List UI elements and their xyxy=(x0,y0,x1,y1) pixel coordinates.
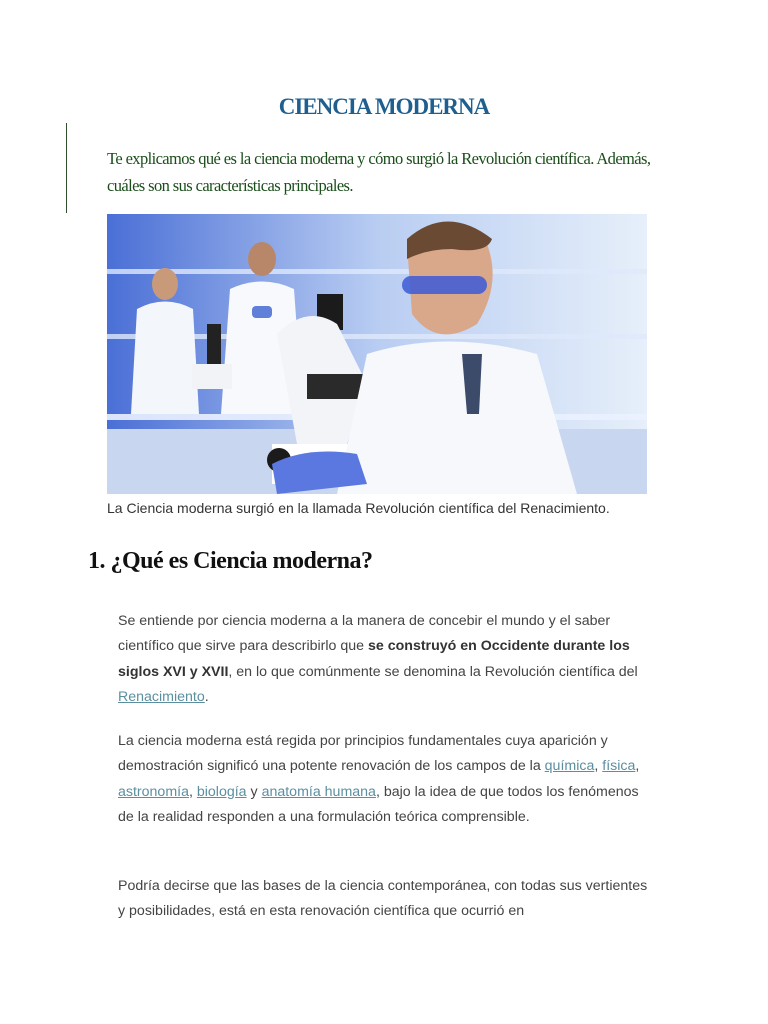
fisica-link[interactable]: física xyxy=(602,758,636,775)
biologia-link[interactable]: biología xyxy=(196,783,247,800)
p2-text-2: , bajo la idea de que todos los fenómenos de la realidad responden a una formulación teórica comprensible. xyxy=(118,783,639,825)
renacimiento-link[interactable]: Renacimiento xyxy=(118,688,205,705)
intro-accent-bar xyxy=(66,123,67,213)
anatomia-humana-link[interactable]: anatomía humana xyxy=(261,783,376,800)
page-title: CIENCIA MODERNA xyxy=(278,94,490,119)
p1-text-2: , en lo que comúnmente se denomina la Revolución científica del xyxy=(228,663,638,680)
paragraph-1 xyxy=(118,609,653,710)
p2-sep-2: , xyxy=(635,758,640,775)
p2-sep-4: y xyxy=(246,783,262,800)
p1-text-3: . xyxy=(204,688,209,705)
p2-text-1: La ciencia moderna está regida por principios fundamentales cuya aparición y demostración significó una potente renovación de los campos de la xyxy=(118,733,608,775)
astronomia-link[interactable]: astronomía xyxy=(118,783,189,800)
p2-sep-3: , xyxy=(188,783,197,800)
section-heading: 1. ¿Qué es Ciencia moderna? xyxy=(88,548,373,574)
paragraph-2 xyxy=(118,729,653,830)
intro-text: Te explicamos qué es la ciencia moderna y cómo surgió la Revolución científica. Además, cuáles son sus características principales. xyxy=(107,149,651,195)
lab-photo xyxy=(107,214,647,494)
p1-bold-text: se construyó en Occidente durante los siglos XVI y XVII xyxy=(118,638,630,680)
quimica-link[interactable]: química xyxy=(544,758,595,775)
paragraph-3: Podría decirse que las bases de la ciencia contemporánea, con todas sus vertientes y posibilidades, está en esta renovación científica que ocurrió en xyxy=(118,878,648,920)
image-caption: La Ciencia moderna surgió en la llamada Revolución científica del Renacimiento. xyxy=(107,500,610,516)
p2-sep-1: , xyxy=(594,758,603,775)
p1-text-1: Se entiende por ciencia moderna a la manera de concebir el mundo y el saber científico que sirve para describirlo que xyxy=(118,613,611,655)
